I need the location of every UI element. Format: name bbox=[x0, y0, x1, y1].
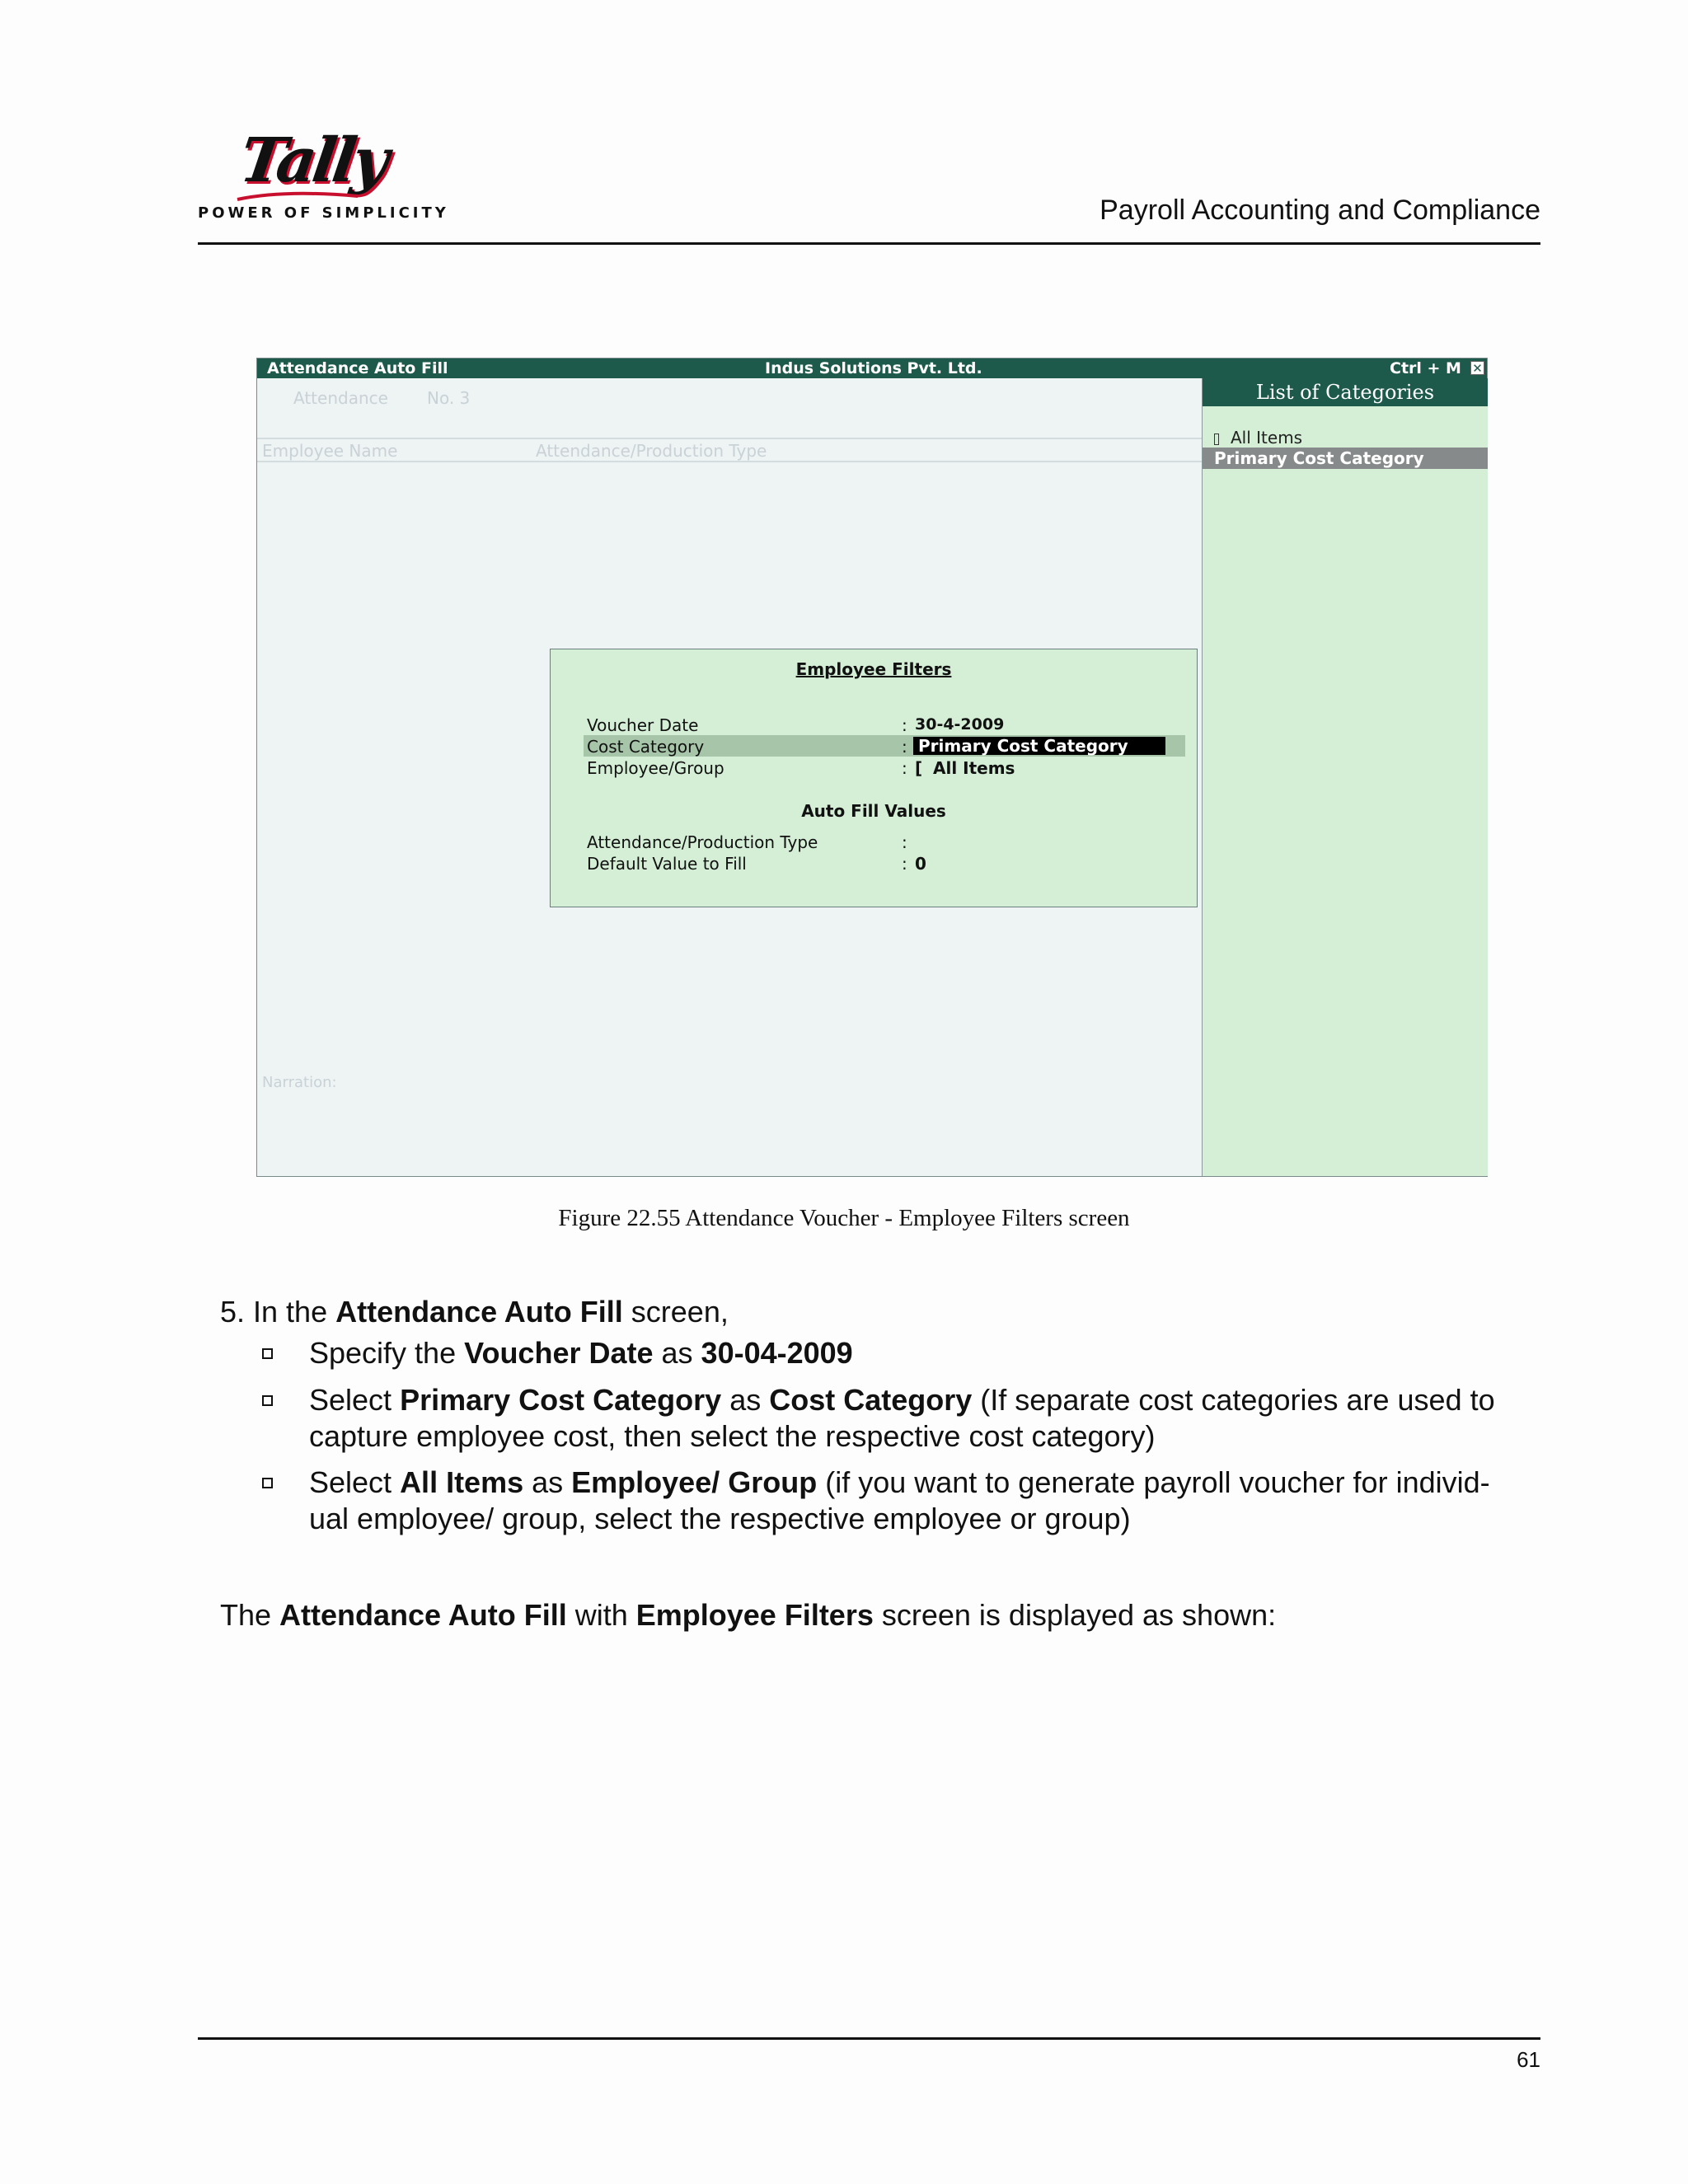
logo-swoosh-icon bbox=[236, 188, 359, 204]
figure-caption: Figure 22.55 Attendance Voucher - Employee Filters screen bbox=[558, 1205, 1130, 1231]
company-name: Indus Solutions Pvt. Ltd. bbox=[765, 359, 982, 377]
field-label-voucher-date: Voucher Date bbox=[587, 715, 699, 735]
bullet-icon bbox=[262, 1395, 273, 1406]
tally-logo bbox=[198, 125, 449, 225]
list-item-all-items[interactable] bbox=[1214, 428, 1302, 448]
bullet-icon bbox=[262, 1478, 273, 1488]
bullet-employee-group-line2: ual employee/ group, select the respective employee or group) bbox=[309, 1502, 1131, 1535]
logo-tagline: POWER OF SIMPLICITY bbox=[198, 204, 449, 222]
bullet-voucher-date: Specify the Voucher Date as 30-04-2009 bbox=[309, 1336, 853, 1370]
employee-filters-dialog: Employee Filters Voucher Date : 30-4-2009 Cost Category : Primary Cost Category Employee/Group : [ All Items Auto Fill Values Attendance/Production Type : Default Value to Fill : 0 bbox=[550, 649, 1198, 907]
voucher-number: No. 3 bbox=[427, 388, 471, 408]
title-bar bbox=[257, 359, 1487, 378]
column-employee-name: Employee Name bbox=[262, 441, 398, 461]
logo-wordmark: Tally bbox=[235, 125, 391, 196]
narration-label: Narration: bbox=[262, 1074, 337, 1091]
voucher-type-label: Attendance bbox=[293, 388, 388, 408]
auto-fill-values-heading: Auto Fill Values bbox=[801, 801, 946, 821]
divider bbox=[257, 461, 1202, 462]
field-label-cost-category: Cost Category bbox=[587, 737, 705, 757]
header-rule bbox=[198, 242, 1540, 245]
page-number: 61 bbox=[1517, 2047, 1540, 2072]
divider bbox=[257, 438, 1202, 439]
bullet-cost-category: Select Primary Cost Category as Cost Category (If separate cost categories are used to bbox=[309, 1383, 1495, 1417]
close-icon[interactable]: ✕ bbox=[1470, 361, 1484, 375]
bullet-icon bbox=[262, 1348, 273, 1359]
employee-group-field[interactable]: All Items bbox=[933, 758, 1015, 778]
bullet-employee-group: Select All Items as Employee/ Group (if you want to generate payroll voucher for individ- bbox=[309, 1465, 1490, 1499]
running-title: Payroll Accounting and Compliance bbox=[1100, 194, 1540, 226]
screen-title: Attendance Auto Fill bbox=[267, 359, 448, 377]
list-item-label: All Items bbox=[1231, 428, 1303, 448]
field-label-default-value: Default Value to Fill bbox=[587, 854, 747, 874]
list-of-categories-panel bbox=[1202, 378, 1488, 1176]
field-label-attendance-type: Attendance/Production Type bbox=[587, 832, 818, 852]
tally-screenshot bbox=[256, 358, 1488, 1177]
dialog-title: Employee Filters bbox=[795, 659, 952, 679]
default-value-field[interactable]: 0 bbox=[915, 854, 926, 874]
bullet-cost-category-line2: capture employee cost, then select the respective cost category) bbox=[309, 1419, 1156, 1453]
panel-title: List of Categories bbox=[1203, 378, 1488, 406]
bullet-icon bbox=[1214, 434, 1219, 445]
voucher-date-field[interactable]: 30-4-2009 bbox=[915, 715, 1005, 733]
column-attendance-type: Attendance/Production Type bbox=[536, 441, 767, 461]
field-label-employee-group: Employee/Group bbox=[587, 758, 724, 778]
employee-group-prefix: [ bbox=[915, 758, 923, 778]
list-item-primary-cost-category[interactable]: Primary Cost Category bbox=[1203, 448, 1488, 469]
closing-sentence: The Attendance Auto Fill with Employee Filters screen is displayed as shown: bbox=[220, 1598, 1277, 1632]
cost-category-field[interactable]: Primary Cost Category bbox=[913, 737, 1165, 755]
shortcut-hint: Ctrl + M bbox=[1390, 359, 1461, 377]
step-5-intro: 5. In the Attendance Auto Fill screen, bbox=[220, 1295, 729, 1329]
footer-rule bbox=[198, 2037, 1540, 2040]
